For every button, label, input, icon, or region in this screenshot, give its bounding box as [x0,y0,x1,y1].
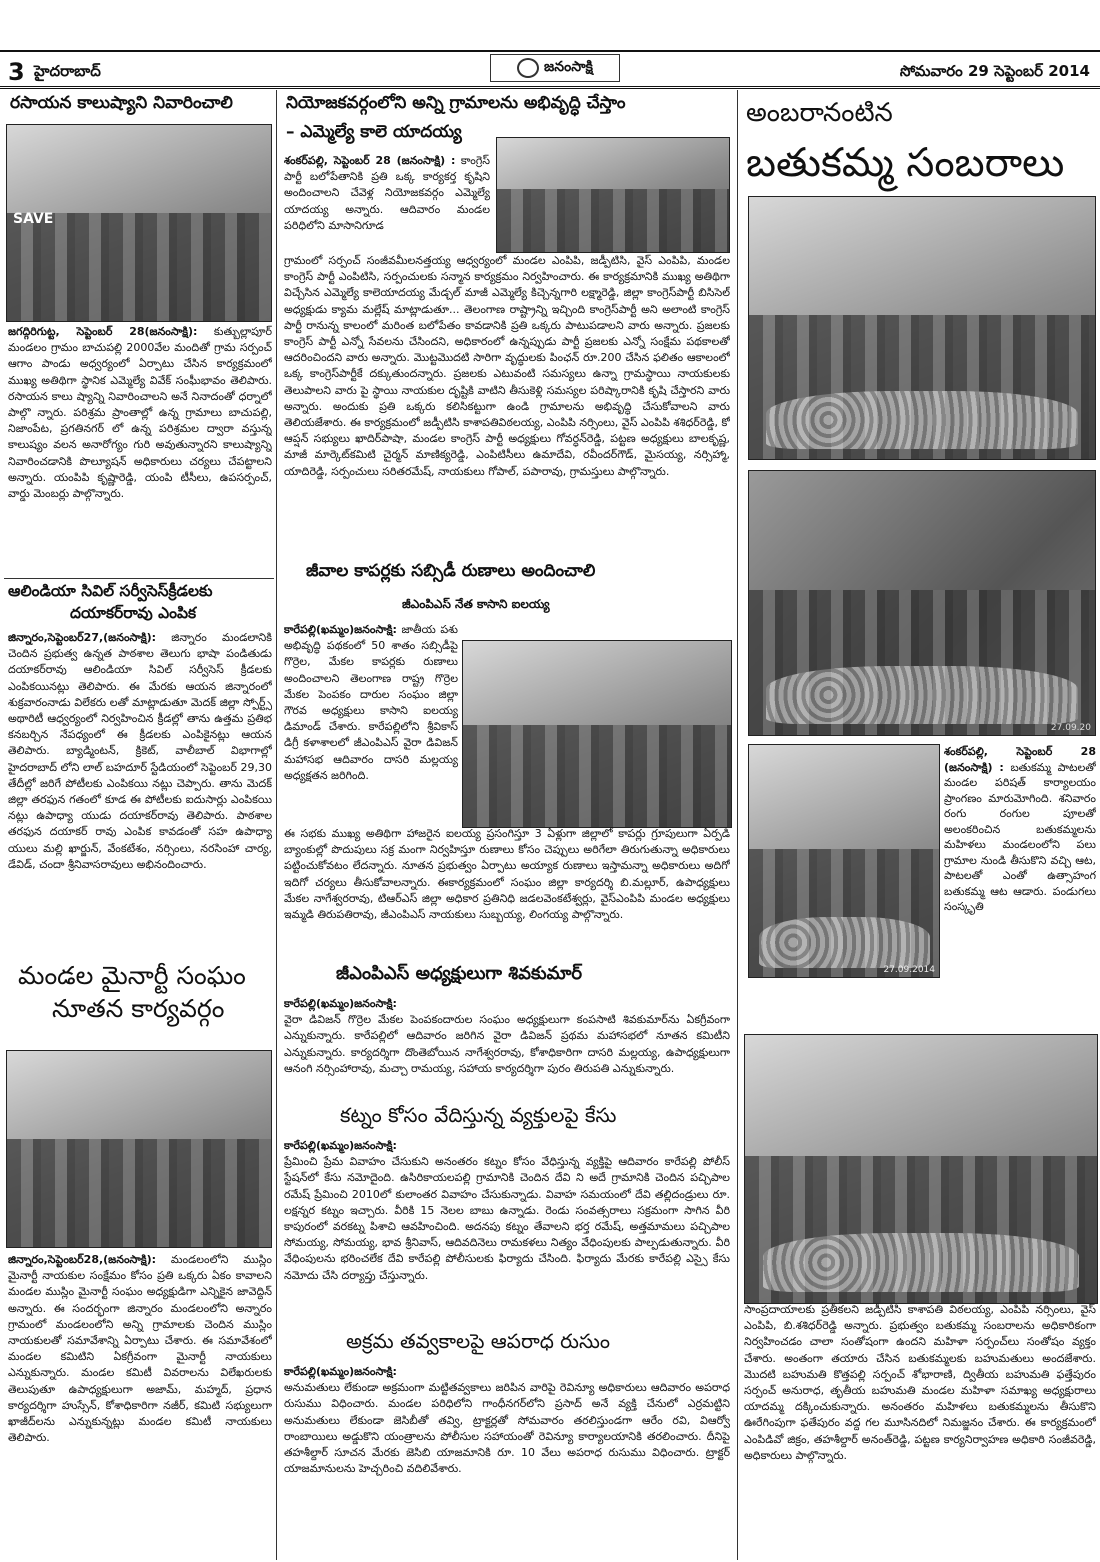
headline-civil-services-line2: దయాకర్‌రావు ఎంపిక [70,604,197,622]
column-rule [276,90,277,1560]
headline-civil-services: ఆలిండియా సివిల్‌ సర్వీసెస్‌క్రీడలకు [8,582,213,600]
issue-date: సోమవారం 29 సెప్టెంబర్‌ 2014 [899,62,1090,80]
article-body: ప్రేమించి ప్రేమ వివాహం చేసుకుని అనంతరం కట్నం కోసం వేధిస్తున్న వ్యక్తిపై ఆదివారం కారేపల్లి పోలీస్‌ స్టేషన్‌లో కేసు నమోదైంది. ఉసిరికాయలపల్లి గ్రామానికి చెందిన దేవి ని అదే గ్రామానికి చెందిన పచ్చిపాల రమేష్‌ ప్రేమించి 2010లో కులాంతర వివాహం చేసుకున్నాడు. వివాహ సమయంలో దేవి తల్లిదండ్రులు రూ. లక్షన్నర కట్నం ఇచ్చారు. వీరికి 15 నెలల బాబు ఉన్నాడు. రెండు సంవత్సరాలు సక్రమంగా సాగిన వీరి కాపురంలో వరకట్న పిశాచి ఆవహించింది. అదనపు కట్నం తేవాలని భర్త రమేష్‌, అత్తమామలు పచ్చిపాల సోమయ్య, సోమయ్య, భావ శ్రీనివాస్‌, ఆదివదినెలు రామకళలు నిత్యం వేధింపులకు పాల్పడుతున్నారు. వీరి వేధింపులను భరించలేక దేవి కారేపల్లి పోలీసులకు ఫిర్యాదు చేసింది. ఫిర్యాదు మేరకు కారేపల్లి ఎస్సై కేసు నమోదు చేసి దర్యాప్తు చేస్తున్నారు. [284,1155,730,1282]
article-body: కాంగ్రెస్‌ పార్టీ బలోపేతానికి ప్రతి ఒక్క కార్యకర్త కృషిని అందించాలని చేవెళ్ల నియోజకవర్గం ఎమ్మెల్యే యాదయ్య అన్నారు. ఆదివారం మండల పరిధిలోని మాసానిగూడ [284,154,490,232]
dateline: కారేపల్లి(ఖమ్మం)జనంసాక్షి: [284,1139,397,1152]
article-body: బతుకమ్మ పాటలతో మండల పరిషత్‌ కార్యాలయం ప్రాంగణం మారుమోగింది. శనివారం రంగు రంగుల పూలతో అలంకరించిన బతుకమ్మలను మహిళలు మండలంలోని పలు గ్రామాల నుండి తీసుకొని వచ్చి ఆట, పాటలతో ఎంతో ఉత్సాహంగ బతుకమ్మ ఆట ఆడారు. పండుగలు సంస్కృతి [944,760,1096,913]
article-bathukamma: సాంప్రదాయాలకు ప్రతీకలని జడ్పీటిసి కాశాపతి విఠలయ్య, ఎంపిపి నర్సింలు, వైస్‌ ఎంపిపి, బి.శశిధర్‌రెడ్డి అన్నారు. ప్రభుత్వం బతుకమ్మ సంబరాలను అధికారికంగా నిర్వహించడం చాలా సంతోషంగా ఉందని మహిళా సర్పంచ్‌లు సంతోషం వ్యక్తం చేశారు. అంతంగా తయారు చేసిన బతుకమ్మలకు బహుమతులు అందజేశారు. మొదటి బహుమతి కొత్తపల్లి సర్పంచ్‌ శోభారాణి, ద్వితీయ బహుమతి ఫత్తేపురం సర్పంచ్‌ అనురాధ, తృతీయ బహుమతి మండల మహిళా సమాఖ్య అధ్యక్షురాలు యాదమ్మ దక్కించుకున్నారు. అనంతరం మహిళలు బతుకమ్మలను తీసుకొని ఊరేగింపుగా ఫతేపురం వద్ద గల మూసినదిలో నిమజ్జనం చేశారు. ఈ కార్యక్రమంలో ఎంపిడివో జిక్రం, తహశీల్దార్‌ అనంత్‌రెడ్డి, పట్టణ కార్యనిర్వాహణ అధికారి సంజీవరెడ్డి, అధికారులు పాల్గొన్నారు. [744,1303,1096,1462]
photo-date-stamp: 27.09.20 [1050,723,1091,733]
photo-date-stamp: 27.09.2014 [883,965,935,975]
headline-gmps-president: జీఎంపిఎస్‌ అధ్యక్షులుగా శివకుమార్‌ [336,963,583,984]
subhead-subsidy-loans: జీఎంపిఎస్‌ నేత కాసాని ఐలయ్య [402,597,550,611]
headline-minority-union-line2: నూతన కార్యవర్గం [52,994,225,1023]
article-village-development: గ్రామంలో సర్పంచ్‌ సంజీవమీలనత్తయ్య ఆధ్వర్యంలో మండల ఎంపిపి, జడ్పీటిసి, వైస్‌ ఎంపిపి, మండల కాంగ్రెస్‌ పార్టీ ఎంపిటిసి, సర్పంచులకు సన్మాన కార్యక్రమం నిర్వహించారు. ఈ కార్యక్రమానికి ముఖ్య అతిథిగా విచ్చేసిన ఎమ్మెల్యే కాలెయాదయ్య మేడ్చల్‌ మాజీ ఎమ్మెల్యే కిచ్చెన్నగారి లక్ష్మారెడ్డి, జిల్లా కాంగ్రెస్‌పార్టీ బిసిసెల్‌ అధ్యక్షుడు క్యామ మల్లేష్‌ మాట్లాడుతూ... తెలంగాణ రాష్ట్రాన్ని ఇచ్చింది కాంగ్రెస్‌పార్టీ అని అలాంటి కాంగ్రెస్‌ పార్టీ రానున్న కాలంలో మరింత బలోపేతం కావడానికి ప్రతి ఒక్కరు పాటుపడాలని వారు అన్నారు. ప్రజలకు కాంగ్రెస్‌ పార్టీ ఎన్నో సేవలను చేసిందని, అధికారంలో ఉన్నప్పుడు పార్టీ ప్రజలకు ఎన్నో సంక్షేమ పథకాలతో ఆదరించిందని వారు అన్నారు. మొట్టమొదటి సారిగా వృద్ధులకు పింఛన్‌ రూ.200 చేసిన ఫలితం ఆకాలంలో ఒక్క కాంగ్రెస్‌పార్టీకే దక్కుతుందన్నారు. ప్రజలకు ఎటువంటి సమస్యలు ఉన్నా గ్రామస్థాయి నాయకులకు తెలుపాలని వారు పై స్థాయి నాయకుల దృష్టికి వాటిని తీసుకెళ్లి సమస్యల పరిష్కారానికి కృషి చేస్తారని వారు అన్నారు. అందుకు ప్రతి ఒక్కరు కలిసికట్టుగా ఉండి గ్రామాలను అభివృద్ధి చేసుకోవాలని వారు తెలియజేశారు. ఈ కార్యక్రమంలో జడ్పీటిసి కాశాపతివిఠలయ్య, ఎంపిపి నర్సింలు, వైస్‌ ఎంపిపి శశిధర్‌రెడ్డి, కో ఆప్షన్‌ సభ్యులు ఖాదిర్‌పాషా, మండల కాంగ్రెస్‌ పార్టీ అధ్యక్షులు గోవర్ధన్‌రెడ్డి, పట్టణ అధ్యక్షులు బాలకృష్ణ, మాజీ మార్కెట్‌కమిటి చైర్మన్‌ మాణిక్యరెడ్డి, ఎంపిటిసీలు ఉమాదేవి, రవీందర్‌గౌడ్‌, మైసయ్య, నర్సిహ్మా, యాదిరెడ్డి, సర్పంచులు సరితరమేష్‌, నాయకులు గోపాల్‌, పపారావు, గ్రామస్తులు పాల్గొన్నారు. [284,254,730,478]
article-civil-services [8,630,272,960]
headline-illegal-excavation: అక్రమ తవ్వకాలపై ఆపరాధ రుసుం [346,1329,611,1353]
article-illegal-excavation [284,1364,730,1534]
article-divider [4,578,274,579]
dateline: శంకర్‌పల్లి, సెప్టెంబర్‌ 28 (జనంసాక్షి) : [944,745,1096,774]
column-rule [737,90,738,1560]
article-minority-union [8,1252,272,1552]
headline-village-development: నియోజకవర్గంలోని అన్ని గ్రామాలను అభివృద్ధి చేస్తాం [286,93,626,113]
headline-bathukamma-line2: బతుకమ్మ సంబరాలు [746,140,1065,186]
headline-village-development-line2: – ఎమ్మెల్యే కాలె యాదయ్య [286,122,462,142]
masthead-name: జనంసాక్షి [544,58,593,75]
article-village-development-intro [284,153,490,253]
article-subsidy-loans: ఈ సభకు ముఖ్య అతిథిగా హాజరైన ఐలయ్య ప్రసంగిస్తూ 3 ఏళ్లుగా జిల్లాలో కాపర్లు గ్రూపులుగా ఏర్పడి బ్యాంకుల్లో పొదుపులు సక్ర మంగా నిర్వహిస్తూ రుణాలు కోసం చెప్పులు అరిగేలా తిరుగుతున్నా అధికారులు పట్టించుకోవటం లేదన్నారు. నూతన ప్రభుత్వం ఏర్పాటు అయ్యాక రుణాలు ఇస్తామన్నా అధికారులు అదిగో ఇదిగో చర్యలు తీసుకోవాలన్నారు. ఈకార్యక్రమంలో సంఘం జిల్లా కార్యదర్శి బి.మల్లూర్‌, ఉపాధ్యక్షులు మేకల నాగేశ్వరరావు, టిఆర్‌ఎస్‌ జిల్లా అధికార ప్రతినిధి జడలవెంకటేశ్వర్లు, వైస్‌ఎంపిపి మండల అధ్యక్షులు ఇమ్మడి తిరుపతిరావు, జీఎంపిఎస్‌ నాయకులు సుబ్బయ్య, లింగయ్య పాల్గొన్నారు. [284,827,730,922]
article-body: మండలంలోని ముస్లిం మైనార్టీ నాయకుల సంక్షేమం కోసం ప్రతి ఒక్కరు ఏకం కావాలని మండల ముస్లిం మైనార్టీ సంఘం అధ్యక్షుడిగా ఎన్నికైన జావెద్దిన్‌ అన్నారు. ఈ సందర్భంగా జిన్నారం మండలంలోని అన్నారం గ్రామంలో మండలంలోని అన్ని గ్రామాలకు చెందిన ముస్లిం నాయకులతో సమావేశాన్ని ఏర్పాటు చేశారు. ఈ సమావేశంలో మండల కమిటిని ఏకగ్రీవంగా మైనార్టీ నాయకులు ఎన్నుకున్నారు. మండల కమిటీ వివరాలను విలేఖరులకు తెలుపుతూ ఉపాధ్యక్షులుగా అజామ్‌, మహ్మద్‌, ప్రధాన కార్యదర్శిగా హుస్సేన్‌, కోశాధికారిగా నజీర్‌, కమిటి సభ్యులుగా ఖాజీద్‌లను ఎన్నుకున్నట్లు మండల కమిటీ నాయకులు తెలిపారు. [8,1253,272,1445]
photo-minority-meeting [6,1050,272,1248]
headline-chemical-pollution: రసాయన కాలుష్యాని నివారించాలి [10,93,233,113]
photo-banner-text: SAVE [13,211,54,227]
article-chemical-pollution [8,324,272,574]
photo-protest [6,124,272,322]
section-city: హైదరాబాద్‌ [34,62,101,80]
article-subsidy-loans-intro [284,622,458,830]
article-body: జిన్నారం మండలానికి చెందిన ప్రభుత్వ ఉన్నత పాఠశాల తెలుగు భాషా పండితుడు దయాకర్‌రావు ఆలిండియా సివిల్‌ సర్వీసెస్‌ క్రీడలకు ఎంపికయినట్లు తెలిపారు. ఈ మేరకు ఆయన జిన్నారంలో శుక్రవారంనాడు విలేకరు లతో మాట్లాడుతూ మెదక్‌ జిల్లా స్పోర్ట్స్‌ అథారిటీ ఆధ్వర్యంలో నిర్వహించిన క్రీడల్లో తాను ఉత్తమ ప్రతిభ కనబర్చిన నేపధ్యంలో ఈ క్రీడలకు ఎంపికైనట్లు ఆయన తెలిపారు. బ్యాడ్మింటన్‌, క్రికెట్‌, వాలీబాల్‌ విభాగాల్లో హైదరాబాద్‌ లోని లాల్‌ బహదూర్‌ స్టేడియంలో సెప్టెంబర్‌ 29,30 తేదీల్లో జరిగే పోటీలకు ఎంపికయి నట్లు చెప్పారు. తాను మెదక్‌ జిల్లా తరఫున గతంలో కూడ ఈ పోటీలకు ఐదుసార్లు ఎంపికయి నట్లు ఉపాధ్యా యుడు దయాకర్‌రావు తెలిపారు. పాఠశాల తరఫున దయాకర్‌ రావు ఎంపిక కావడంతో సహ ఉపాధ్యా యులు మల్లి ఖార్జున్‌, వేంకటేశం, నర్సింలు, నరసింహా చార్య, డేవిడ్‌, చందా శ్రీనివాసరావులు అభినందించారు. [8,631,272,871]
photo-gmps-meeting [462,640,732,828]
photo-bathukamma-4 [744,1034,1098,1304]
article-body: అనుమతులు లేకుండా అక్రమంగా మట్టితవ్వకాలు జరిపిన వారిపై రెవిన్యూ అధికారులు ఆదివారం అపరాధ రుసుము విధించారు. మండల పరిధిలోని గాంధీనగర్‌లోని ప్రసాద్‌ అనే వ్యక్తి చేనులో ఎర్రమట్టిని అనుమతులు లేకుండా జెసిబీతో తవ్వి, ట్రాక్టర్లతో సోమవారం తరలిస్తుండగా ఆరేం రవి, విఆర్వో రాంబాయిలు అడ్డుకొని యంత్రాలను పోలీసుల సహాయంతో రెవిన్యూ కార్యాలయానికి తరలించారు. దీనిపై తహశీల్దార్‌ సూచన మేరకు జెసిబి యాజమానికి రూ. 10 వేలు అపరాధ రుసుము విధించారు. ట్రాక్టర్‌ యాజమానులను హెచ్చరించి వదిలివేశారు. [284,1381,730,1476]
headline-subsidy-loans: జీవాల కాపర్లకు సబ్సిడీ రుణాలు అందించాలి [306,561,596,581]
photo-felicitation [496,137,730,253]
dateline: కారేపల్లి(ఖమ్మం)జనంసాక్షి: [284,1365,397,1378]
article-gmps-president [284,996,730,1092]
photo-bathukamma-3 [748,744,940,978]
dateline: జిన్నారం,సెప్టెంబర్‌27,(జనంసాక్షి): [8,631,157,644]
article-dowry-case [284,1138,730,1326]
headline-minority-union: మండల మైనార్టీ సంఘం [18,961,246,990]
dateline: జగద్గిరిగుట్ట, సెప్టెంబర్‌ 28(జనంసాక్షి): [8,325,198,338]
headline-bathukamma: అంబరానంటిన [746,98,893,128]
article-bathukamma-intro [944,744,1096,978]
page-number: 3 [8,58,25,86]
dateline: కారేపల్లి(ఖమ్మం)జనంసాక్షి: [284,997,397,1010]
photo-bathukamma-1 [748,196,1096,460]
article-body: వైరా డివిజన్‌ గొర్రెల మేకల పెంపకందారుల సంఘం అధ్యక్షులుగా కంపసాటి శివకుమార్‌ను ఏకగ్రీవంగా ఎన్నుకున్నారు. కారేపల్లిలో ఆదివారం జరిగిన వైరా డివిజన్‌ ప్రథమ మహాసభలో నూతన కమిటీని ఎన్నుకున్నారు. కార్యదర్శిగా దొంతెబోయిన నాగేశ్వరరావు, కోశాధికారిగా దాసరి మల్లయ్య, ఉపాధ్యక్షులుగా ఆనంగి నర్సింహారావు, మచ్చా రామయ్య, సహాయ కార్యదర్శిగా పురం తిరుపతి ఎన్నుకున్నారు. [284,1013,730,1075]
dateline: కారేపల్లి(ఖమ్మం)జనంసాక్షి: [284,623,397,636]
article-body: జాతీయ పశు అభివృద్ధి పథకంలో 50 శాతం సబ్సిడీపై గొర్రెల, మేకల కాపర్లకు రుణాలు అందించాలని తెలంగాణ రాష్ట్ర గొర్రెల మేకల పెంపకం దారుల సంఘం జిల్లా గౌరవ అధ్యక్షులు కాసాని ఐలయ్య డిమాండ్‌ చేశారు. కారేపల్లిలోని శ్రీవికాస్‌ డిగ్రీ కళాశాలలో జీఎంపిఎస్‌ వైరా డివిజన్‌ మహాసభ ఆదివారం దాసరి మల్లయ్య అధ్యక్షతన జరిగింది. [284,623,458,782]
dateline: జిన్నారం,సెప్టెంబర్‌28,(జనంసాక్షి): [8,1253,157,1266]
masthead [490,54,620,82]
headline-dowry-case: కట్నం కోసం వేదిస్తున్న వ్యక్తులపై కేసు [340,1103,617,1127]
masthead-logo-icon [517,58,539,78]
article-body: కుత్బుల్లాపూర్‌ మండలం గ్రామం బాచుపల్లి 2000వేల మందితో గ్రామ సర్పంచ్‌ ఆగాం పాండు అధ్వర్యంలో ఏర్పాటు చేసిన కార్యక్రమంలో ముఖ్య అతిథిగా స్థానిక ఎమ్మెల్యే వివేక్‌ సంఘీభావం తెలిపారు. రసాయన కాలు ష్యాన్ని నివారించాలని అనే నినాదంతో ధర్నాలో పాల్గొ న్నారు. పరిశ్రమ ప్రాంతాల్లో ఉన్న గ్రామాలు బాచుపల్లి, నిజాంపేట, ప్రగతినగర్‌ లో ఉన్న పరిశ్రమల ద్వారా వస్తున్న కాలుష్యం వలన అనారోగ్యం గురి అవుతున్నారని కాలుష్యాన్ని నివారించడానికి పొల్యూషన్‌ అధికారులు చర్యలు చేపట్టాలని అన్నారు. యంపిపి కృష్ణారెడ్డి, యంపి టీసీలు, ఉపసర్పంచ్‌, వార్డు మెంబర్లు పాల్గొన్నారు. [8,325,272,501]
dateline: శంకర్‌పల్లి, సెప్టెంబర్‌ 28 (జనంసాక్షి) : [284,154,456,167]
photo-bathukamma-2 [748,470,1096,736]
